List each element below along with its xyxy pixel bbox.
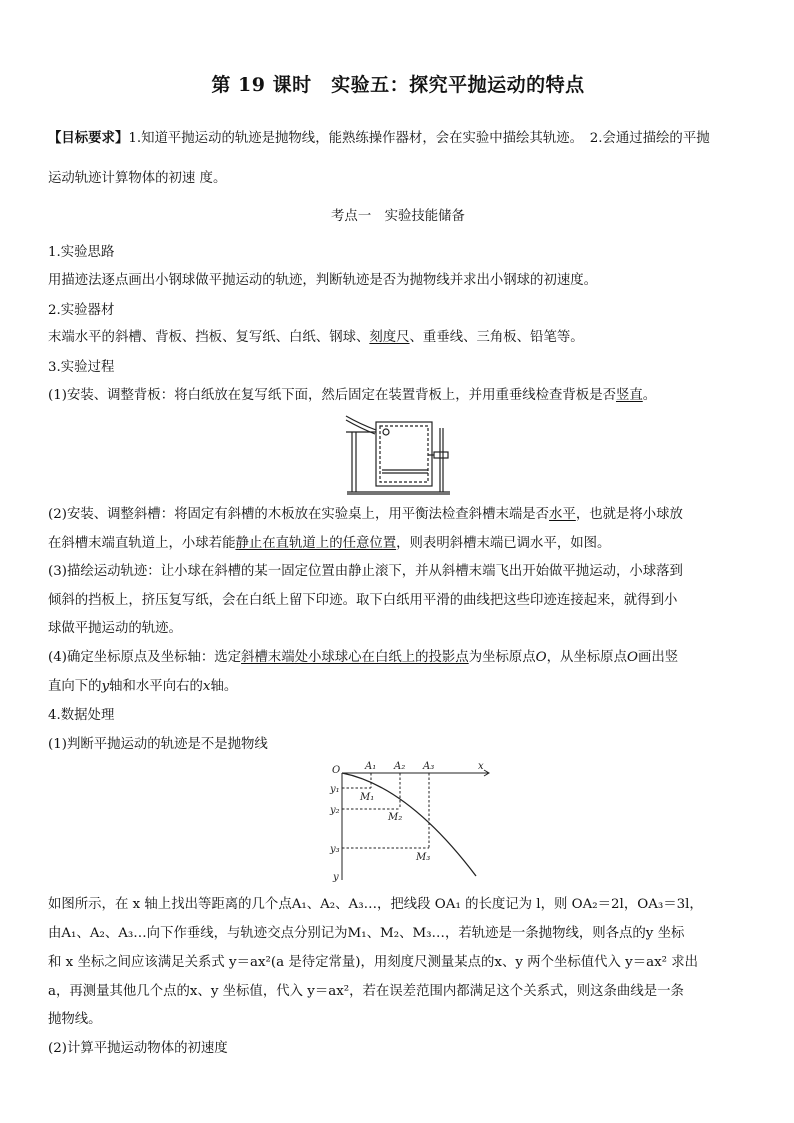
s4-para-line2: 由A₁、A₂、A₃…向下作垂线，与轨迹交点分别记为M₁、M₂、M₃…，若轨迹是一条抛物线，则各点的y 坐标 bbox=[48, 926, 685, 941]
s2-heading: 2.实验器材 bbox=[48, 303, 115, 318]
goal-line-1 bbox=[48, 124, 748, 153]
s3-p4-y: y bbox=[101, 679, 110, 694]
goal-tag: 【目标要求】 bbox=[48, 130, 129, 146]
label-A3: A₃ bbox=[423, 761, 435, 772]
label-A2: A₂ bbox=[394, 761, 406, 772]
label-M3: M₃ bbox=[416, 852, 431, 863]
label-M1: M₁ bbox=[360, 792, 375, 803]
s4-sub2: (2)计算平抛运动物体的初速度 bbox=[48, 1041, 228, 1056]
s3-p4-l1-c: ，从坐标原点 bbox=[546, 650, 627, 665]
s3-p1-a: (1)安装、调整背板：将白纸放在复写纸下面，然后固定在装置背板上，并用重垂线检查背板是否 bbox=[48, 388, 616, 403]
s4-para-line4: a，再测量其他几个点的x、y 坐标值，代入 y＝ax²，若在误差范围内都满足这个关系式，则这条曲线是一条 bbox=[48, 984, 684, 999]
s3-p4-l1-b: 为坐标原点 bbox=[468, 650, 536, 665]
s3-p1 bbox=[48, 381, 748, 410]
s3-p1-b: 。 bbox=[642, 388, 657, 403]
s3-p2-line1 bbox=[48, 500, 748, 529]
s3-p2-l2-b: ，则表明斜槽末端已调水平，如图。 bbox=[396, 536, 611, 551]
label-y3: y₃ bbox=[330, 844, 340, 855]
s4-heading: 4.数据处理 bbox=[48, 708, 115, 723]
s4-sub1: (1)判断平抛运动的轨迹是不是抛物线 bbox=[48, 737, 268, 752]
s3-p4-l2-b: 轴和水平向右的 bbox=[109, 679, 203, 694]
s4-para-line5: 抛物线。 bbox=[48, 1012, 102, 1027]
s1-text: 用描迹法逐点画出小钢球做平抛运动的轨迹，判断轨迹是否为抛物线并求出小钢球的初速度。 bbox=[48, 273, 598, 288]
s3-p1-underlined: 竖直 bbox=[615, 388, 643, 403]
trajectory-figure bbox=[328, 758, 498, 884]
goal-text-1: 1.知道平抛运动的轨迹是抛物线，能熟练操作器材，会在实验中描绘其轨迹。 2.会通过描绘的平抛 bbox=[128, 131, 710, 146]
s3-p4-O-2: O bbox=[626, 650, 638, 665]
s2-text bbox=[48, 323, 748, 352]
goal-line-2: 运动轨迹计算物体的初速 度。 bbox=[48, 171, 227, 186]
s2-text-underlined: 刻度尺 bbox=[369, 330, 410, 345]
s3-p4-l2-a: 直向下的 bbox=[48, 679, 102, 694]
s2-text-b: 、重垂线、三角板、铅笔等。 bbox=[409, 330, 584, 345]
s3-p2-l1-underlined: 水平 bbox=[549, 507, 576, 522]
s3-p3-line1: (3)描绘运动轨迹：让小球在斜槽的某一固定位置由静止滚下，并从斜槽末端飞出开始做平抛运动，小球落到 bbox=[48, 564, 683, 579]
s3-p2-l2-underlined: 静止在直轨道上的任意位置 bbox=[235, 536, 397, 551]
s1-heading: 1.实验思路 bbox=[48, 245, 115, 260]
label-y1: y₁ bbox=[330, 784, 340, 795]
s3-p2-line2 bbox=[48, 529, 748, 558]
label-y: y bbox=[333, 872, 339, 883]
apparatus-figure bbox=[342, 410, 454, 496]
s3-p4-line1 bbox=[48, 643, 748, 672]
s3-p4-l2-c: 轴。 bbox=[210, 679, 238, 694]
s3-p4-O-1: O bbox=[535, 650, 547, 665]
page-title: 第 19 课时 实验五：探究平抛运动的特点 bbox=[211, 74, 585, 96]
section-heading: 考点一 实验技能储备 bbox=[331, 209, 465, 224]
s3-p2-l1-a: (2)安装、调整斜槽：将固定有斜槽的木板放在实验桌上，用平衡法检查斜槽末端是否 bbox=[48, 507, 550, 522]
s3-p2-l1-b: ，也就是将小球放 bbox=[575, 507, 683, 522]
s3-p4-l1-a: (4)确定坐标原点及坐标轴：选定 bbox=[48, 650, 242, 665]
s4-para-line1: 如图所示，在 x 轴上找出等距离的几个点A₁、A₂、A₃…，把线段 OA₁ 的长度记为 l，则 OA₂＝2l，OA₃＝3l， bbox=[48, 897, 703, 912]
s3-p3-line3: 球做平抛运动的轨迹。 bbox=[48, 621, 182, 636]
s3-p4-l1-underlined: 斜槽末端处小球球心在白纸上的投影点 bbox=[241, 650, 469, 665]
s3-p4-x: x bbox=[202, 679, 211, 694]
label-A1: A₁ bbox=[365, 761, 377, 772]
label-M2: M₂ bbox=[388, 812, 403, 823]
s3-p2-l2-a: 在斜槽末端直轨道上，小球若能 bbox=[48, 536, 236, 551]
label-y2: y₂ bbox=[330, 805, 340, 816]
label-O: O bbox=[332, 765, 341, 776]
s3-p4-l1-d: 画出竖 bbox=[637, 650, 679, 665]
label-x: x bbox=[478, 761, 484, 772]
s3-p3-line2: 倾斜的挡板上，挤压复写纸，会在白纸上留下印迹。取下白纸用平滑的曲线把这些印迹连接起来，就得到小 bbox=[48, 593, 678, 608]
s3-p4-line2 bbox=[48, 672, 748, 701]
s3-heading: 3.实验过程 bbox=[48, 360, 115, 375]
s2-text-a: 末端水平的斜槽、背板、挡板、复写纸、白纸、钢球、 bbox=[48, 330, 370, 345]
s4-para-line3: 和 x 坐标之间应该满足关系式 y＝ax²(a 是待定常量)，用刻度尺测量某点的x、y 两个坐标值代入 y＝ax² 求出 bbox=[48, 955, 699, 970]
